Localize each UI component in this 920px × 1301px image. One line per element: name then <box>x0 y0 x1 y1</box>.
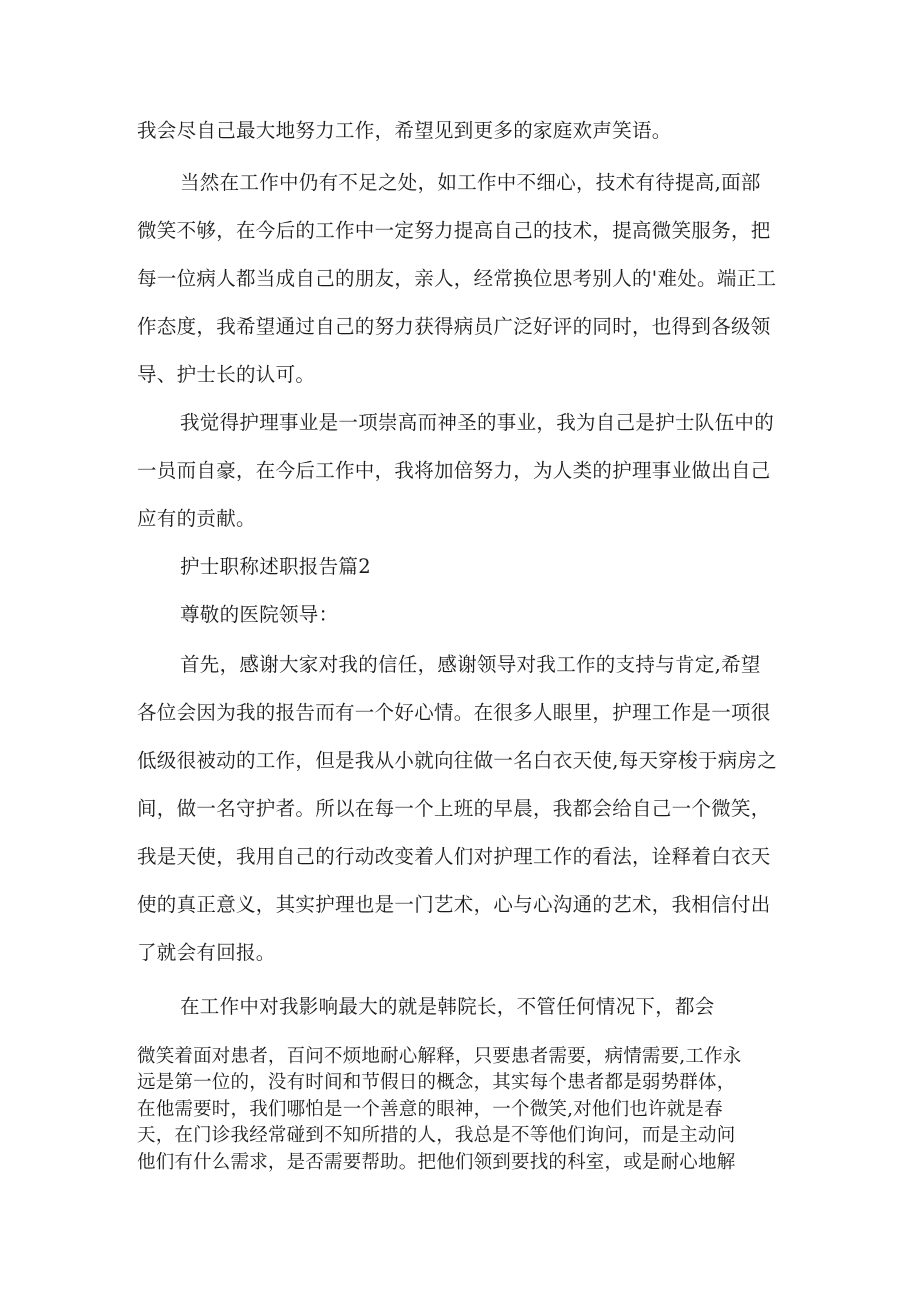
paragraph-start-line: 当然在工作中仍有不足之处，如工作中不细心，技术有待提高,面部 <box>180 171 761 194</box>
paragraph-start-line: 在工作中对我影响最大的就是韩院长，不管任何情况下，都会 <box>180 995 715 1018</box>
text-line: 一员而自豪，在今后工作中，我将加倍努力，为人类的护理事业做出自己 <box>137 459 771 482</box>
text-line: 作态度，我希望通过自己的努力获得病员广泛好评的同时，也得到各级领 <box>137 315 771 338</box>
text-line: 应有的贡献。 <box>137 507 256 530</box>
text-line: 导、护士长的认可。 <box>137 363 316 386</box>
paragraph-start-line: 我觉得护理事业是一项崇高而神圣的事业，我为自己是护士队伍中的 <box>180 411 775 434</box>
text-line: 间，做一名守护者。所以在每一个上班的早晨，我都会给自己一个微笑， <box>137 797 771 820</box>
text-line: 他们有什么需求，是否需要帮助。把他们领到要找的科室，或是耐心地解 <box>137 1152 736 1173</box>
salutation: 尊敬的医院领导： <box>180 603 339 626</box>
text-line: 微笑不够，在今后的工作中一定努力提高自己的技术，提高微笑服务，把 <box>137 219 771 242</box>
section-heading: 护士职称述职报告篇2 <box>180 555 371 578</box>
text-line: 了就会有回报。 <box>137 941 276 964</box>
text-line: 我是天使，我用自己的行动改变着人们对护理工作的看法，诠释着白衣天 <box>137 845 771 868</box>
text-line: 天，在门诊我经常碰到不知所措的人，我总是不等他们询问，而是主动问 <box>137 1125 736 1146</box>
text-line: 微笑着面对患者，百问不烦地耐心解释，只要患者需要，病情需要,工作永 <box>137 1046 742 1067</box>
text-line: 使的真正意义，其实护理也是一门艺术，心与心沟通的艺术，我相信付出 <box>137 893 771 916</box>
text-line: 在他需要时，我们哪怕是一个善意的眼神，一个微笑,对他们也许就是春 <box>137 1099 723 1120</box>
paragraph-start-line: 首先，感谢大家对我的信任，感谢领导对我工作的支持与肯定,希望 <box>180 653 761 676</box>
text-line: 各位会因为我的报告而有一个好心情。在很多人眼里，护理工作是一项很 <box>137 701 771 724</box>
text-line: 远是第一位的，没有时间和节假日的概念，其实每个患者都是弱势群体， <box>137 1072 736 1093</box>
text-line: 低级很被动的工作，但是我从小就向往做一名白衣天使,每天穿梭于病房之 <box>137 749 778 772</box>
text-line: 每一位病人都当成自己的朋友，亲人，经常换位思考别人的'难处。端正工 <box>137 267 777 290</box>
text-line: 我会尽自己最大地努力工作，希望见到更多的家庭欢声笑语。 <box>137 119 672 142</box>
